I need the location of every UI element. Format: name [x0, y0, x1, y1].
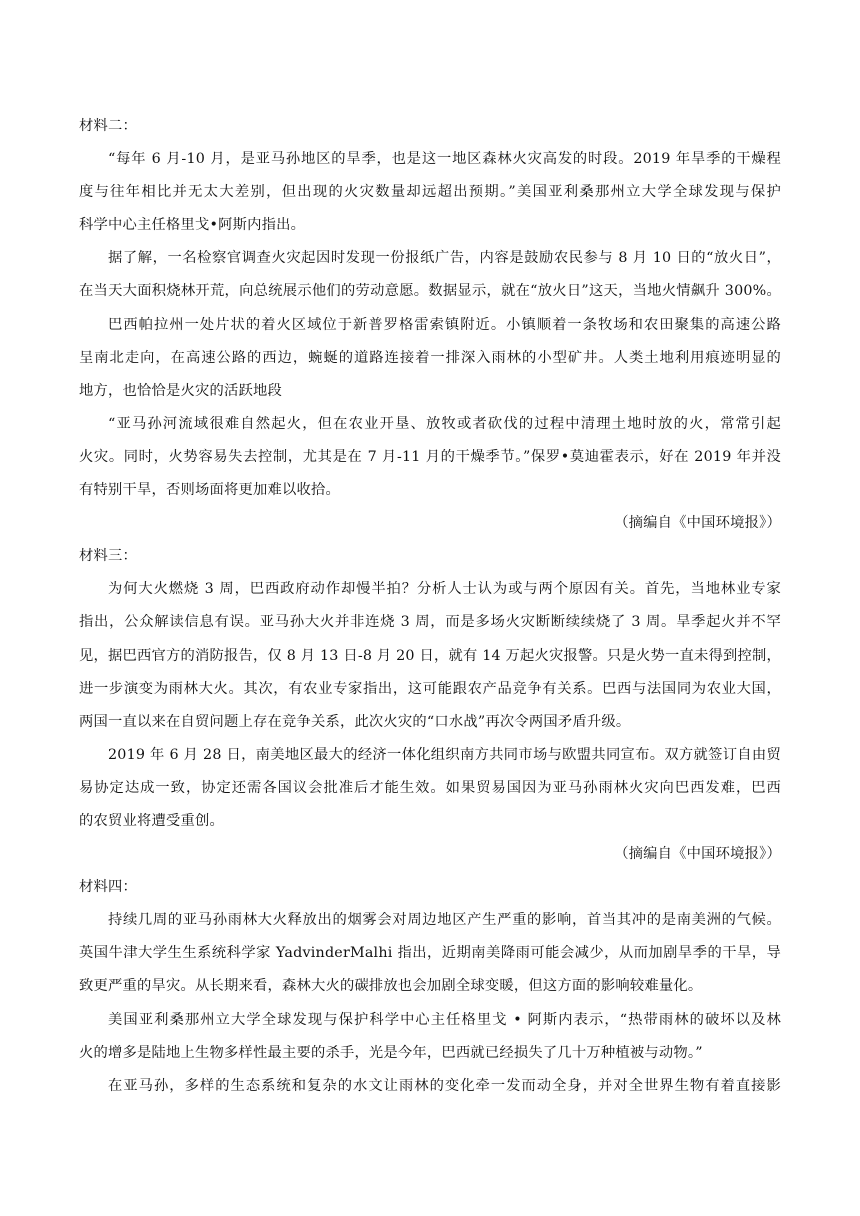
section-heading-material-2: 材料二： — [79, 118, 137, 134]
paragraph — [79, 1070, 781, 1103]
text-line: “亚马孙河流域很难自然起火，但在农业开垦、放牧或者砍伐的过程中清理土地时放的火，常常引起 — [108, 415, 781, 432]
text-line: 致更严重的旱灾。从长期来看，森林大火的碳排放也会加剧全球变暖，但这方面的影响较难量化。 — [79, 978, 703, 995]
text-line: 呈南北走向，在高速公路的西边，蜿蜒的道路连接着一排深入雨林的小型矿井。人类土地利用痕迹明显的 — [79, 349, 781, 366]
text-line: 持续几周的亚马孙雨林大火释放出的烟雾会对周边地区产生严重的影响，首当其冲的是南美洲的气候。 — [108, 912, 781, 929]
text-line: 美国亚利桑那州立大学全球发现与保护科学中心主任格里戈 • 阿斯内表示，“热带雨林的破坏以及林 — [108, 1011, 781, 1028]
source-citation: （摘编自《中国环境报》） — [614, 515, 781, 532]
text-line: 火灾。同时，火势容易失去控制，尤其是在 7 月-11 月的干燥季节。”保罗•莫迪霍表示，好在 2019 年并没 — [79, 448, 781, 465]
text-line: 在亚马孙，多样的生态系统和复杂的水文让雨林的变化牵一发而动全身，并对全世界生物有着直接影 — [108, 1077, 781, 1094]
text-line: 为何大火燃烧 3 周，巴西政府动作却慢半拍？分析人士认为或与两个原因有关。首先，当地林业专家 — [108, 581, 781, 598]
paragraph — [79, 408, 781, 507]
text-line: 巴西帕拉州一处片状的着火区域位于新普罗格雷索镇附近。小镇顺着一条牧场和农田聚集的高速公路 — [108, 316, 781, 333]
text-line: 地方，也恰恰是火灾的活跃地段 — [79, 382, 282, 399]
text-line: 据了解，一名检察官调查火灾起因时发现一份报纸广告，内容是鼓励农民参与 8 月 10 日的“放火日”， — [108, 250, 781, 267]
text-line: 见，据巴西官方的消防报告，仅 8 月 13 日-8 月 20 日，就有 14 万起火灾报警。只是火势一直未得到控制， — [79, 647, 781, 664]
text-line: 易协定达成一致，协定还需各国议会批准后才能生效。如果贸易国因为亚马孙雨林火灾向巴西发难，巴西 — [79, 779, 781, 796]
text-line: “每年 6 月-10 月，是亚马孙地区的旱季，也是这一地区森林火灾高发的时段。2019 年旱季的干燥程 — [108, 151, 781, 168]
paragraph — [79, 904, 781, 1003]
section-heading-material-3: 材料三： — [79, 548, 137, 565]
text-line: 的农贸业将遭受重创。 — [79, 812, 224, 829]
text-line: 火的增多是陆地上生物多样性最主要的杀手，光是今年，巴西就已经损失了几十万种植被与动物。” — [79, 1044, 703, 1061]
text-line: 英国牛津大学生生系统科学家 YadvinderMalhi 指出，近期南美降雨可能会减少，从而加剧旱季的干旱，导 — [79, 945, 781, 962]
paragraph — [79, 1004, 781, 1070]
paragraph — [79, 573, 781, 738]
section-heading-material-4: 材料四： — [79, 879, 137, 896]
text-line: 度与往年相比并无太大差别，但出现的火灾数量却远超出预期。”美国亚利桑那州立大学全球发现与保护 — [79, 184, 781, 201]
text-line: 在当天大面积烧林开荒，向总统展示他们的劳动意愿。数据显示，就在“放火日”这天，当地火情飙升 300%。 — [79, 283, 781, 300]
paragraph — [79, 242, 781, 308]
text-line: 有特别干旱，否则场面将更加难以收拾。 — [79, 482, 340, 499]
paragraph — [79, 309, 781, 408]
text-line: 进一步演变为雨林大火。其次，有农业专家指出，这可能跟农产品竞争有关系。巴西与法国同为农业大国， — [79, 680, 781, 697]
text-line: 科学中心主任格里戈•阿斯内指出。 — [79, 217, 306, 234]
text-line: 指出，公众解读信息有误。亚马孙大火并非连烧 3 周，而是多场火灾断断续续烧了 3 周。旱季起火并不罕 — [79, 614, 781, 631]
text-line: 2019 年 6 月 28 日，南美地区最大的经济一体化组织南方共同市场与欧盟共同宣布。双方就签订自由贸 — [108, 746, 781, 763]
source-citation: （摘编自《中国环境报》） — [614, 846, 781, 863]
paragraph — [79, 143, 781, 242]
document-body — [79, 110, 781, 1103]
paragraph — [79, 739, 781, 838]
text-line: 两国一直以来在自贸问题上存在竞争关系，此次火灾的“口水战”再次令两国矛盾升级。 — [79, 713, 631, 730]
